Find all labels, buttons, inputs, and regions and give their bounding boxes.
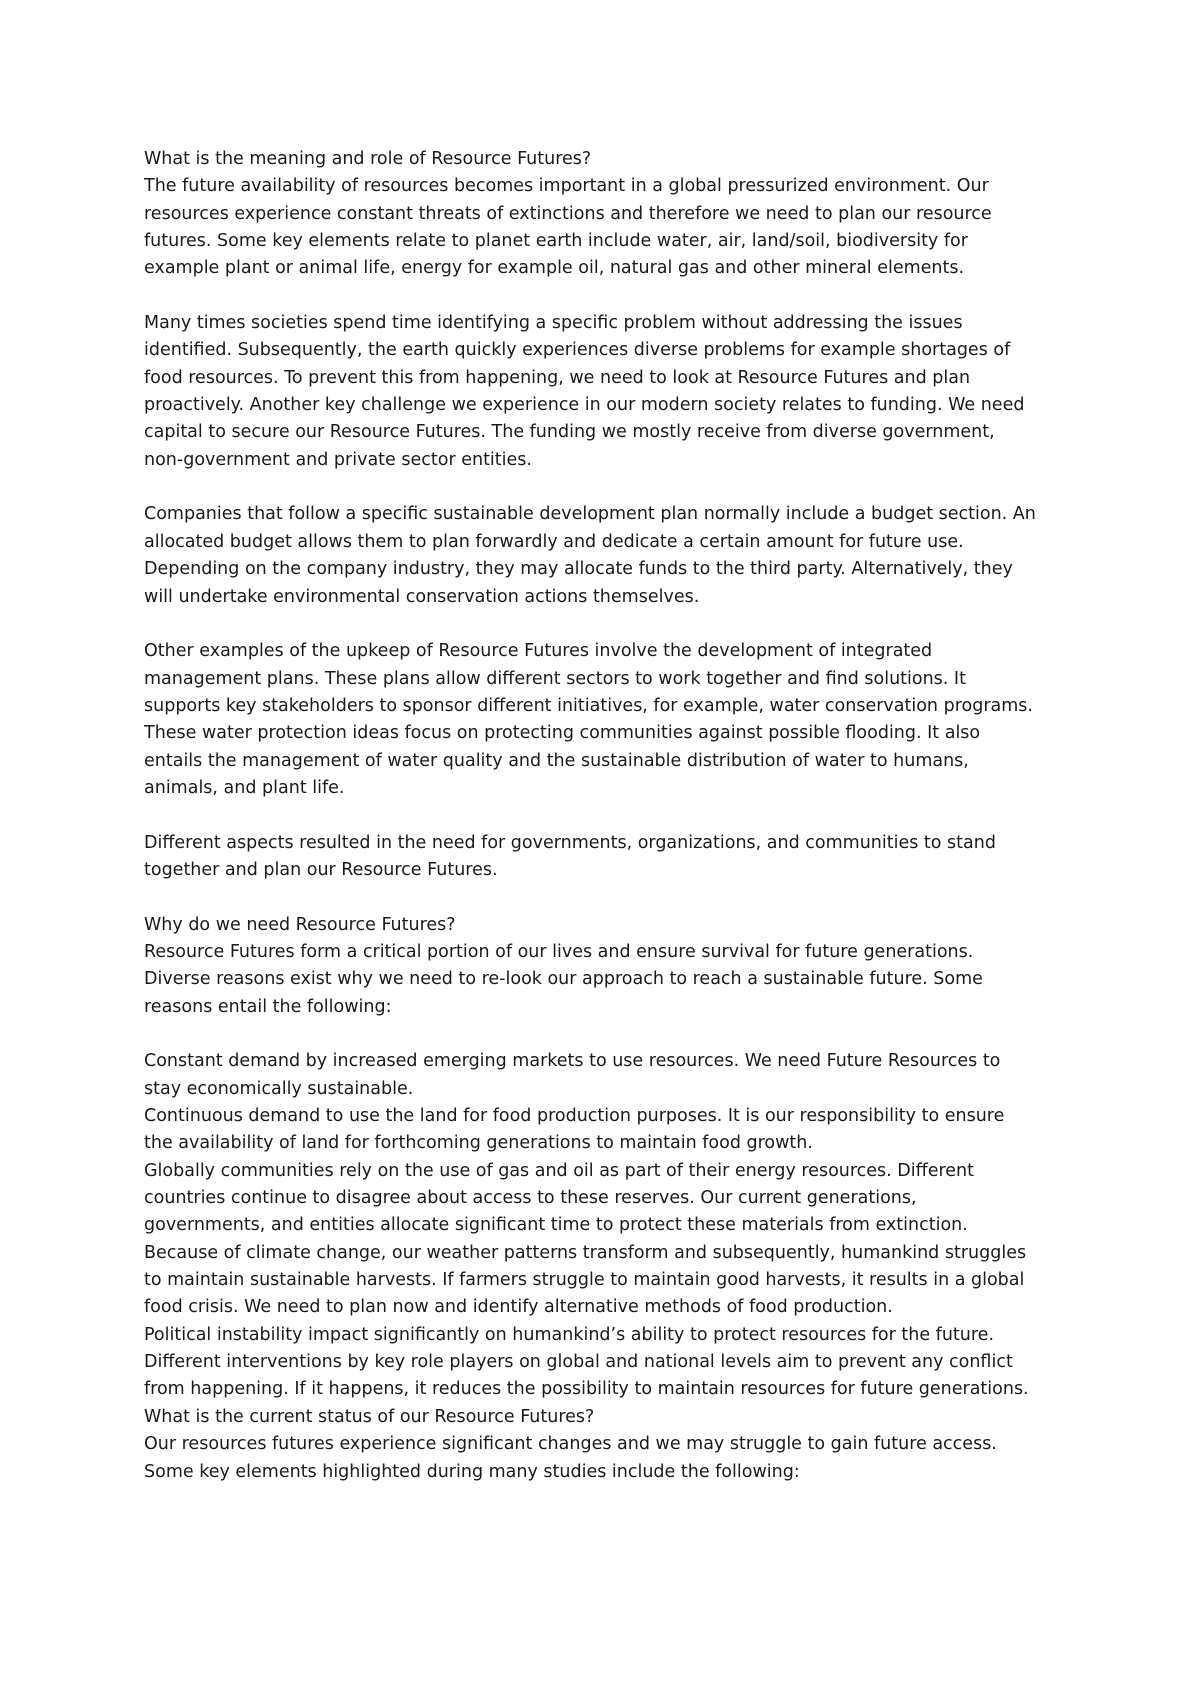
text-line: These water protection ideas focus on protecting communities against possible flooding. It also xyxy=(144,723,981,744)
text-line: resources experience constant threats of extinctions and therefore we need to plan our resource xyxy=(144,203,992,224)
text-line: Companies that follow a specific sustainable development plan normally include a budget section. An xyxy=(144,504,1036,525)
text-line: Continuous demand to use the land for food production purposes. It is our responsibility to ensure xyxy=(144,1106,1005,1127)
text-line: the availability of land for forthcoming generations to maintain food growth. xyxy=(144,1133,813,1154)
text-line: supports key stakeholders to sponsor different initiatives, for example, water conservation programs. xyxy=(144,695,1033,716)
text-line: identified. Subsequently, the earth quickly experiences diverse problems for example shortages of xyxy=(144,340,1011,361)
text-line: Political instability impact significantly on humankind’s ability to protect resources for the future. xyxy=(144,1324,995,1345)
paragraph-gap xyxy=(144,283,1074,310)
text-line: Globally communities rely on the use of gas and oil as part of their energy resources. Different xyxy=(144,1160,974,1181)
paragraph-gap xyxy=(144,884,1074,911)
text-line: to maintain sustainable harvests. If farmers struggle to maintain good harvests, it results in a global xyxy=(144,1270,1025,1291)
heading-meaning-role: What is the meaning and role of Resource Futures? xyxy=(144,149,592,169)
text-line: countries continue to disagree about access to these reserves. Our current generations, xyxy=(144,1188,917,1209)
text-line: example plant or animal life, energy for example oil, natural gas and other mineral elements. xyxy=(144,258,965,279)
text-line: Resource Futures form a critical portion of our lives and ensure survival for future generations. xyxy=(144,941,974,962)
text-line: entails the management of water quality and the sustainable distribution of water to humans, xyxy=(144,750,969,771)
text-line: governments, and entities allocate significant time to protect these materials from extinction. xyxy=(144,1215,968,1236)
document-body xyxy=(144,146,1074,1513)
heading-why-needed: Why do we need Resource Futures? xyxy=(144,914,456,935)
paragraph-gap xyxy=(144,474,1074,501)
text-line xyxy=(144,1486,1074,1513)
heading-current-status: Our resources futures experience significant changes and we may struggle to gain future access. xyxy=(144,1434,997,1455)
paragraph-gap xyxy=(144,1021,1074,1048)
paragraph-gap xyxy=(144,611,1074,638)
text-line: Different interventions by key role players on global and national levels aim to prevent any conflict xyxy=(144,1352,1013,1373)
text-line: non-government and private sector entities. xyxy=(144,449,532,470)
text-line: Some key elements highlighted during many studies include the following: xyxy=(144,1461,800,1482)
text-line: food resources. To prevent this from happening, we need to look at Resource Futures and plan xyxy=(144,367,971,388)
text-line: stay economically sustainable. xyxy=(144,1078,414,1099)
text-line: capital to secure our Resource Futures. The funding we mostly receive from diverse government, xyxy=(144,422,995,443)
text-line: Constant demand by increased emerging markets to use resources. We need Future Resources to xyxy=(144,1051,1001,1072)
text-line: reasons entail the following: xyxy=(144,996,392,1017)
text-line: from happening. If it happens, it reduces the possibility to maintain resources for future generations. xyxy=(144,1379,1029,1400)
paragraph-gap xyxy=(144,802,1074,829)
text-line: will undertake environmental conservation actions themselves. xyxy=(144,586,700,607)
text-line: Diverse reasons exist why we need to re-look our approach to reach a sustainable future. Some xyxy=(144,969,983,990)
text-line: together and plan our Resource Futures. xyxy=(144,859,498,880)
text-line: proactively. Another key challenge we experience in our modern society relates to funding. We need xyxy=(144,395,1025,416)
text-line: Different aspects resulted in the need for governments, organizations, and communities to stand xyxy=(144,832,996,853)
text-line: allocated budget allows them to plan forwardly and dedicate a certain amount for future use. xyxy=(144,531,964,552)
text-line: The future availability of resources becomes important in a global pressurized environment. Our xyxy=(144,176,989,197)
text-line: Because of climate change, our weather patterns transform and subsequently, humankind struggles xyxy=(144,1242,1027,1263)
text-line: What is the current status of our Resource Futures? xyxy=(144,1406,595,1427)
text-line: management plans. These plans allow different sectors to work together and find solutions. It xyxy=(144,668,966,689)
text-line: food crisis. We need to plan now and identify alternative methods of food production. xyxy=(144,1297,893,1318)
text-line: Other examples of the upkeep of Resource Futures involve the development of integrated xyxy=(144,641,933,662)
text-line: Many times societies spend time identifying a specific problem without addressing the issues xyxy=(144,313,963,334)
text-line: animals, and plant life. xyxy=(144,777,345,798)
text-line: Depending on the company industry, they may allocate funds to the third party. Alternatively, they xyxy=(144,559,1013,580)
text-line: futures. Some key elements relate to planet earth include water, air, land/soil, biodiversity for xyxy=(144,231,968,252)
